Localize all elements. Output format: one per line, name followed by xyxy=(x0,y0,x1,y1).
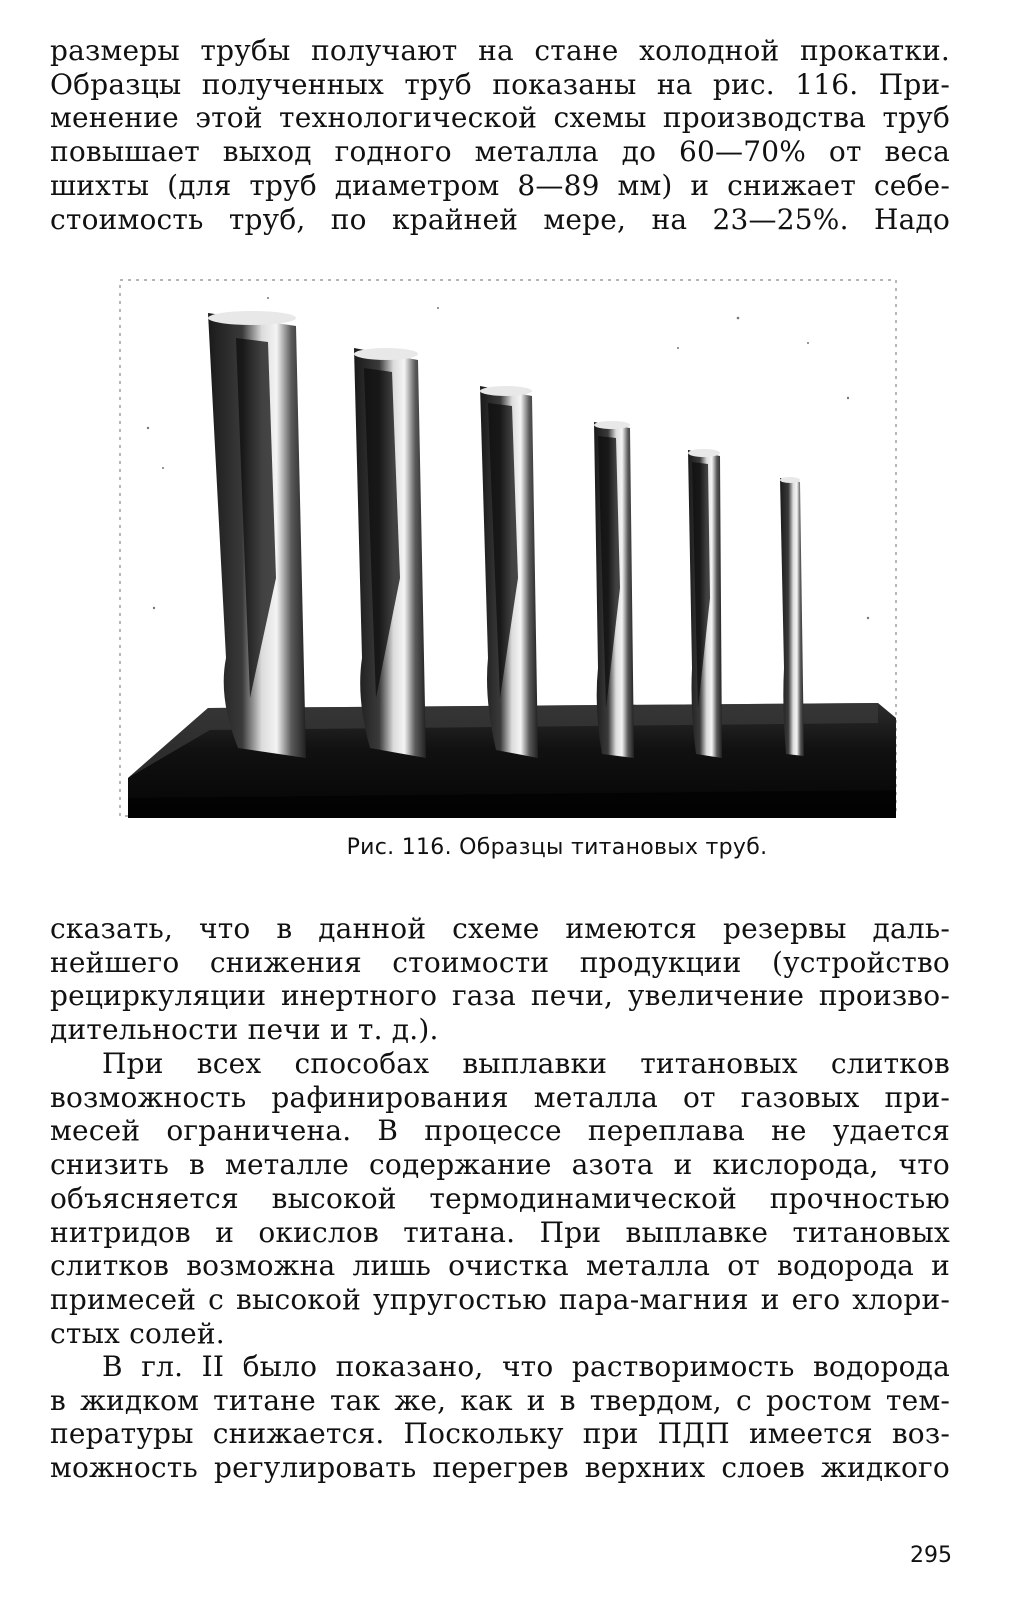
page-number: 295 xyxy=(910,1543,952,1568)
text-line: рециркуляции инертного газа печи, увеличение произво- xyxy=(50,979,950,1013)
tube-4 xyxy=(594,421,634,758)
text-line: стых солей. xyxy=(50,1316,225,1350)
text-line: снизить в металле содержание азота и кислорода, что xyxy=(50,1148,950,1182)
text-line: стоимость труб, по крайней мере, на 23—25%. Надо xyxy=(50,202,950,236)
text-line: нейшего снижения стоимости продукции (устройство xyxy=(50,945,950,979)
text-line: возможность рафинирования металла от газовых при- xyxy=(50,1080,950,1114)
text-line: шихты (для труб диаметром 8—89 мм) и снижает себе- xyxy=(50,168,950,202)
tube-2 xyxy=(354,348,426,758)
text-line: менение этой технологической схемы производства труб xyxy=(50,101,950,135)
continuation-paragraph xyxy=(50,912,950,1047)
text-line: можность регулировать перегрев верхних слоев жидкого xyxy=(50,1451,950,1485)
tube-5 xyxy=(688,449,722,758)
text-line: объясняется высокой термодинамической прочностью xyxy=(50,1181,950,1215)
top-paragraph xyxy=(50,34,950,236)
text-line: размеры трубы получают на стане холодной прокатки. xyxy=(50,34,950,67)
figure-caption: Рис. 116. Образцы титановых труб. xyxy=(346,835,768,860)
text-line: пературы снижается. Поскольку при ПДП имеется воз- xyxy=(50,1417,950,1451)
paragraph-2 xyxy=(50,1047,950,1350)
paragraph-3 xyxy=(50,1350,950,1485)
text-line: в жидком титане так же, как и в твердом, с ростом тем- xyxy=(50,1383,950,1417)
text-line: дительности печи и т. д.). xyxy=(50,1013,439,1047)
text-line: нитридов и окислов титана. При выплавке титановых xyxy=(50,1215,950,1249)
tube-3 xyxy=(480,386,538,758)
text-line: примесей с высокой упругостью пара-магния и его хлори- xyxy=(50,1282,950,1316)
titanium-tubes-photo xyxy=(118,278,898,818)
text-line: Образцы полученных труб показаны на рис. 116. При- xyxy=(50,67,950,101)
text-line: слитков возможна лишь очистка металла от водорода и xyxy=(50,1249,950,1283)
text-line: сказать, что в данной схеме имеются резервы даль- xyxy=(50,912,950,945)
text-line: повышает выход годного металла до 60—70% от веса xyxy=(50,135,950,169)
text-line: месей ограничена. В процессе переплава не удается xyxy=(50,1114,950,1148)
text-line: При всех способах выплавки титановых слитков xyxy=(102,1047,950,1080)
text-line: В гл. II было показано, что растворимость водорода xyxy=(102,1350,950,1383)
